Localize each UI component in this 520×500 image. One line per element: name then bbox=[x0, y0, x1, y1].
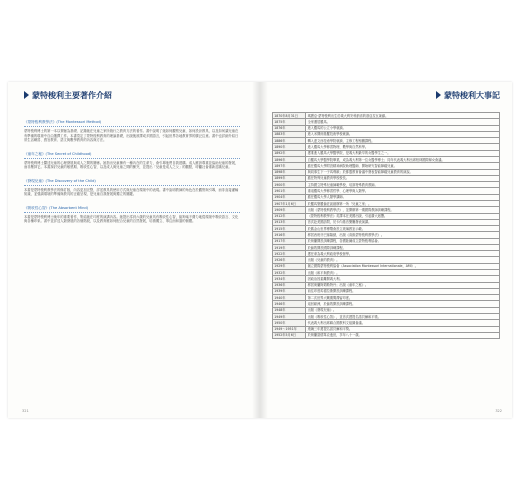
book-description: 本書是蒙特梭利教學法的修訂版，內容更加完整，詳述教具的使用方式與兒童在環境中的表現。書中說明教師的角色在於觀察與引導，而非直接灌輸知識，並強調環境的準備與教具的正確呈現，是兒童自我發展與獨立的關鍵。 bbox=[24, 187, 239, 196]
timeline-event: 因政治因素離開義大利。 bbox=[306, 276, 500, 282]
timeline-year: 1929年 bbox=[273, 263, 306, 269]
timeline-event: 出版《和平與教育》。 bbox=[306, 270, 500, 276]
timeline-event: 出版《蒙特梭利教學法》，並開辦第一期國際教師訓練課程。 bbox=[306, 207, 500, 213]
timeline-year: 1907年1月6日 bbox=[273, 200, 306, 206]
timeline-year: 1912年 bbox=[273, 213, 306, 219]
timeline-event: 於倫敦開設國際訓練課程。 bbox=[306, 244, 500, 250]
timeline-event: 擔任特殊兒童教育學校校長。 bbox=[306, 175, 500, 181]
timeline-year: 1909年 bbox=[273, 207, 306, 213]
timeline-year: 1926年 bbox=[273, 257, 306, 263]
timeline-event: 瑪麗亞·蒙特梭利出生於義大利安科納省的基亞拉瓦萊鎮。 bbox=[306, 113, 500, 119]
timeline-year: 1892年 bbox=[273, 150, 306, 156]
timeline-event: 擔任羅馬大學附設精神病院助理醫師，開始研究智能障礙兒童。 bbox=[306, 163, 500, 169]
timeline-year: 1899年 bbox=[273, 175, 306, 181]
book-description: 蒙特梭利博士闡述兒童的心理發展與成人之間的關係。她指出兒童擁有一種內在的生命力，會引導他們自我建構。成人應該尊重並協助兒童的發展，而非壓抑它。本書探討兒童的敏感期、吸收性心智，以及成人與兒童之間的衝突，並提出「兒童是成人之父」的觀點，呼籲社會重新認識兒童。 bbox=[24, 160, 239, 169]
book-intro-block bbox=[24, 206, 240, 224]
timeline-year: 1950年 bbox=[273, 320, 306, 326]
right-page-number: 322 bbox=[495, 409, 502, 413]
timeline-year: 1919年 bbox=[273, 244, 306, 250]
timeline-event: 轉入達文西技術學院就讀，主修工程相關課程。 bbox=[306, 138, 500, 144]
book-title-heading: 《發現兒童》(The Discovery of the Child) bbox=[24, 179, 240, 186]
timeline-event: 《蒙特梭利教學法》英譯本在美國出版，引起廣大迴響。 bbox=[306, 213, 500, 219]
timeline-event: 創立國際蒙特梭利協會（Association Montessori Internationale，AMI）。 bbox=[306, 263, 500, 269]
timeline-event: 代表義大利出席聯合國教科文組織會議。 bbox=[306, 320, 500, 326]
timeline-year: 1939年 bbox=[273, 288, 306, 294]
timeline-year: 1875年 bbox=[273, 119, 306, 125]
timeline-year: 1876年 bbox=[273, 125, 306, 131]
timeline-year: 1890年 bbox=[273, 144, 306, 150]
timeline-table bbox=[272, 112, 500, 339]
timeline-year: 1934年 bbox=[273, 276, 306, 282]
book-gutter-shadow bbox=[252, 82, 268, 418]
timeline-event: 進入羅馬的公立小學就讀。 bbox=[306, 125, 500, 131]
timeline-year: 1948年 bbox=[273, 307, 306, 313]
timeline-event: 全家遷居羅馬。 bbox=[306, 119, 500, 125]
timeline-event: 前往印度馬德拉斯開設訓練課程。 bbox=[306, 288, 500, 294]
timeline-year: 1915年 bbox=[273, 226, 306, 232]
book-title-heading: 《蒙特梭利教學法》(The Montessori Method) bbox=[24, 120, 240, 127]
timeline-year: 1900年 bbox=[273, 182, 306, 188]
timeline-event: 進入米開朗基羅技術學校就讀。 bbox=[306, 131, 500, 137]
timeline-event: 與同事生下一子馬利歐；於都靈教育會議中發表智能障礙兒童教育的演說。 bbox=[306, 169, 500, 175]
timeline-event: 第二次世界大戰期間滯留印度。 bbox=[306, 295, 500, 301]
timeline-year: 1940年 bbox=[273, 295, 306, 301]
timeline-event: 於荷蘭諾德韋克逝世，享年八十一歲。 bbox=[306, 332, 500, 338]
timeline-year: 1917年 bbox=[273, 238, 306, 244]
book-description: 蒙特梭利博士的第一本以實驗為基礎、記錄她在兒童之家所施行之教育方法的著作。書中說明了她如何觀察兒童、如何設計教具，以及如何讓兒童在有準備的環境中自由選擇工作。本書奠定了蒙特梭利教育的理論基礎，出版後被譯成多國語言，引起世界各地教育界的廣泛注意。書中也詳細介紹日常生活練習、感官教育、語文與數學教育的內容與方法。 bbox=[24, 129, 239, 142]
left-section-title bbox=[24, 90, 112, 101]
timeline-year: 1916年 bbox=[273, 232, 306, 238]
book-title-heading: 《童年之秘》(The Secret of Childhood) bbox=[24, 152, 240, 159]
timeline-year: 1952年5月6日 bbox=[273, 332, 306, 338]
timeline-event: 出版《兒童的教育》。 bbox=[306, 257, 500, 263]
timeline-event: 獲准進入羅馬大學醫學院，是義大利最早的女醫學生之一。 bbox=[306, 150, 500, 156]
timeline-event: 出版《吸收性心智》，並首次獲提名諾貝爾和平獎。 bbox=[306, 314, 500, 320]
timeline-year: 1904年 bbox=[273, 194, 306, 200]
timeline-year: 1870年8月31日 bbox=[273, 113, 306, 119]
timeline-event: 連續三年獲提名諾貝爾和平獎。 bbox=[306, 326, 500, 332]
timeline-event: 於羅馬聖羅倫佐區創辦第一所「兒童之家」。 bbox=[306, 200, 500, 206]
book-title-heading: 《吸收性心智》(The Absorbent Mind) bbox=[24, 206, 240, 213]
timeline-year: 1883年 bbox=[273, 131, 306, 137]
timeline-row bbox=[273, 332, 500, 338]
timeline-year: 1896年 bbox=[273, 156, 306, 162]
right-section-title-text: 蒙特梭利大事記 bbox=[444, 91, 500, 100]
left-section-title-text: 蒙特梭利主要著作介紹 bbox=[32, 91, 112, 100]
timeline-event: 自羅馬大學醫學院畢業，成為義大利第一位女醫學博士；同年代表義大利出席柏林國際婦女會議。 bbox=[306, 156, 500, 162]
book-spread bbox=[8, 82, 512, 418]
timeline-event: 進入羅馬大學修習物理、數學與自然科學。 bbox=[306, 144, 500, 150]
left-page bbox=[8, 82, 260, 418]
timeline-year: 1901年 bbox=[273, 188, 306, 194]
book-intro-list bbox=[24, 120, 240, 233]
book-description: 本書是蒙特梭利博士晚年的重要著作，集結她在印度的演講內容。她提出零到六歲的兒童具有吸收性心智，能夠毫不費力地從環境中吸收語言、文化與各種印象。書中並詳述人類發展的各個階段，以及教育應如何配合兒童的自然發展，培養獨立、專注而和諧的個體。 bbox=[24, 214, 239, 223]
timeline-event: 移居西班牙巴塞隆納，出版《高級蒙特梭利教學法》。 bbox=[306, 232, 500, 238]
timeline-event: 首次赴美國訪問，於卡內基音樂廳發表演講。 bbox=[306, 219, 500, 225]
triangle-arrow-icon bbox=[436, 91, 441, 99]
right-section-title bbox=[436, 90, 500, 101]
left-page-number: 321 bbox=[22, 409, 29, 413]
timeline-year: 1886年 bbox=[273, 138, 306, 144]
timeline-year: 1897年 bbox=[273, 163, 306, 169]
timeline-year: 1898年 bbox=[273, 169, 306, 175]
timeline-year: 1949年 bbox=[273, 314, 306, 320]
timeline-year: 1913年 bbox=[273, 219, 306, 225]
timeline-year: 1922年 bbox=[273, 251, 306, 257]
timeline-event: 獲任命為義大利政府學校督學。 bbox=[306, 251, 500, 257]
timeline-event: 重返羅馬大學修習哲學、心理學與人類學。 bbox=[306, 188, 500, 194]
timeline-event: 於舊金山世界博覽會設立玻璃教室示範。 bbox=[306, 226, 500, 232]
book-intro-block bbox=[24, 179, 240, 197]
timeline-year: 1949～1951年 bbox=[273, 326, 306, 332]
timeline-event: 移居荷蘭阿姆斯特丹；出版《童年之秘》。 bbox=[306, 282, 500, 288]
timeline-event: 出版《發現兒童》。 bbox=[306, 307, 500, 313]
timeline-event: 返回歐洲，於倫敦開設訓練課程。 bbox=[306, 301, 500, 307]
timeline-event: 於荷蘭開設訓練課程，各國陸續成立蒙特梭利協會。 bbox=[306, 238, 500, 244]
timeline-year: 1932年 bbox=[273, 270, 306, 276]
timeline-event: 主持國立特殊兒童師範學校，培訓特殊教育教師。 bbox=[306, 182, 500, 188]
book-intro-block bbox=[24, 120, 240, 143]
book-intro-block bbox=[24, 152, 240, 170]
timeline-event: 擔任羅馬大學人類學講師。 bbox=[306, 194, 500, 200]
timeline-year: 1936年 bbox=[273, 282, 306, 288]
timeline-year: 1946年 bbox=[273, 301, 306, 307]
right-page bbox=[260, 82, 512, 418]
triangle-arrow-icon bbox=[24, 91, 29, 99]
